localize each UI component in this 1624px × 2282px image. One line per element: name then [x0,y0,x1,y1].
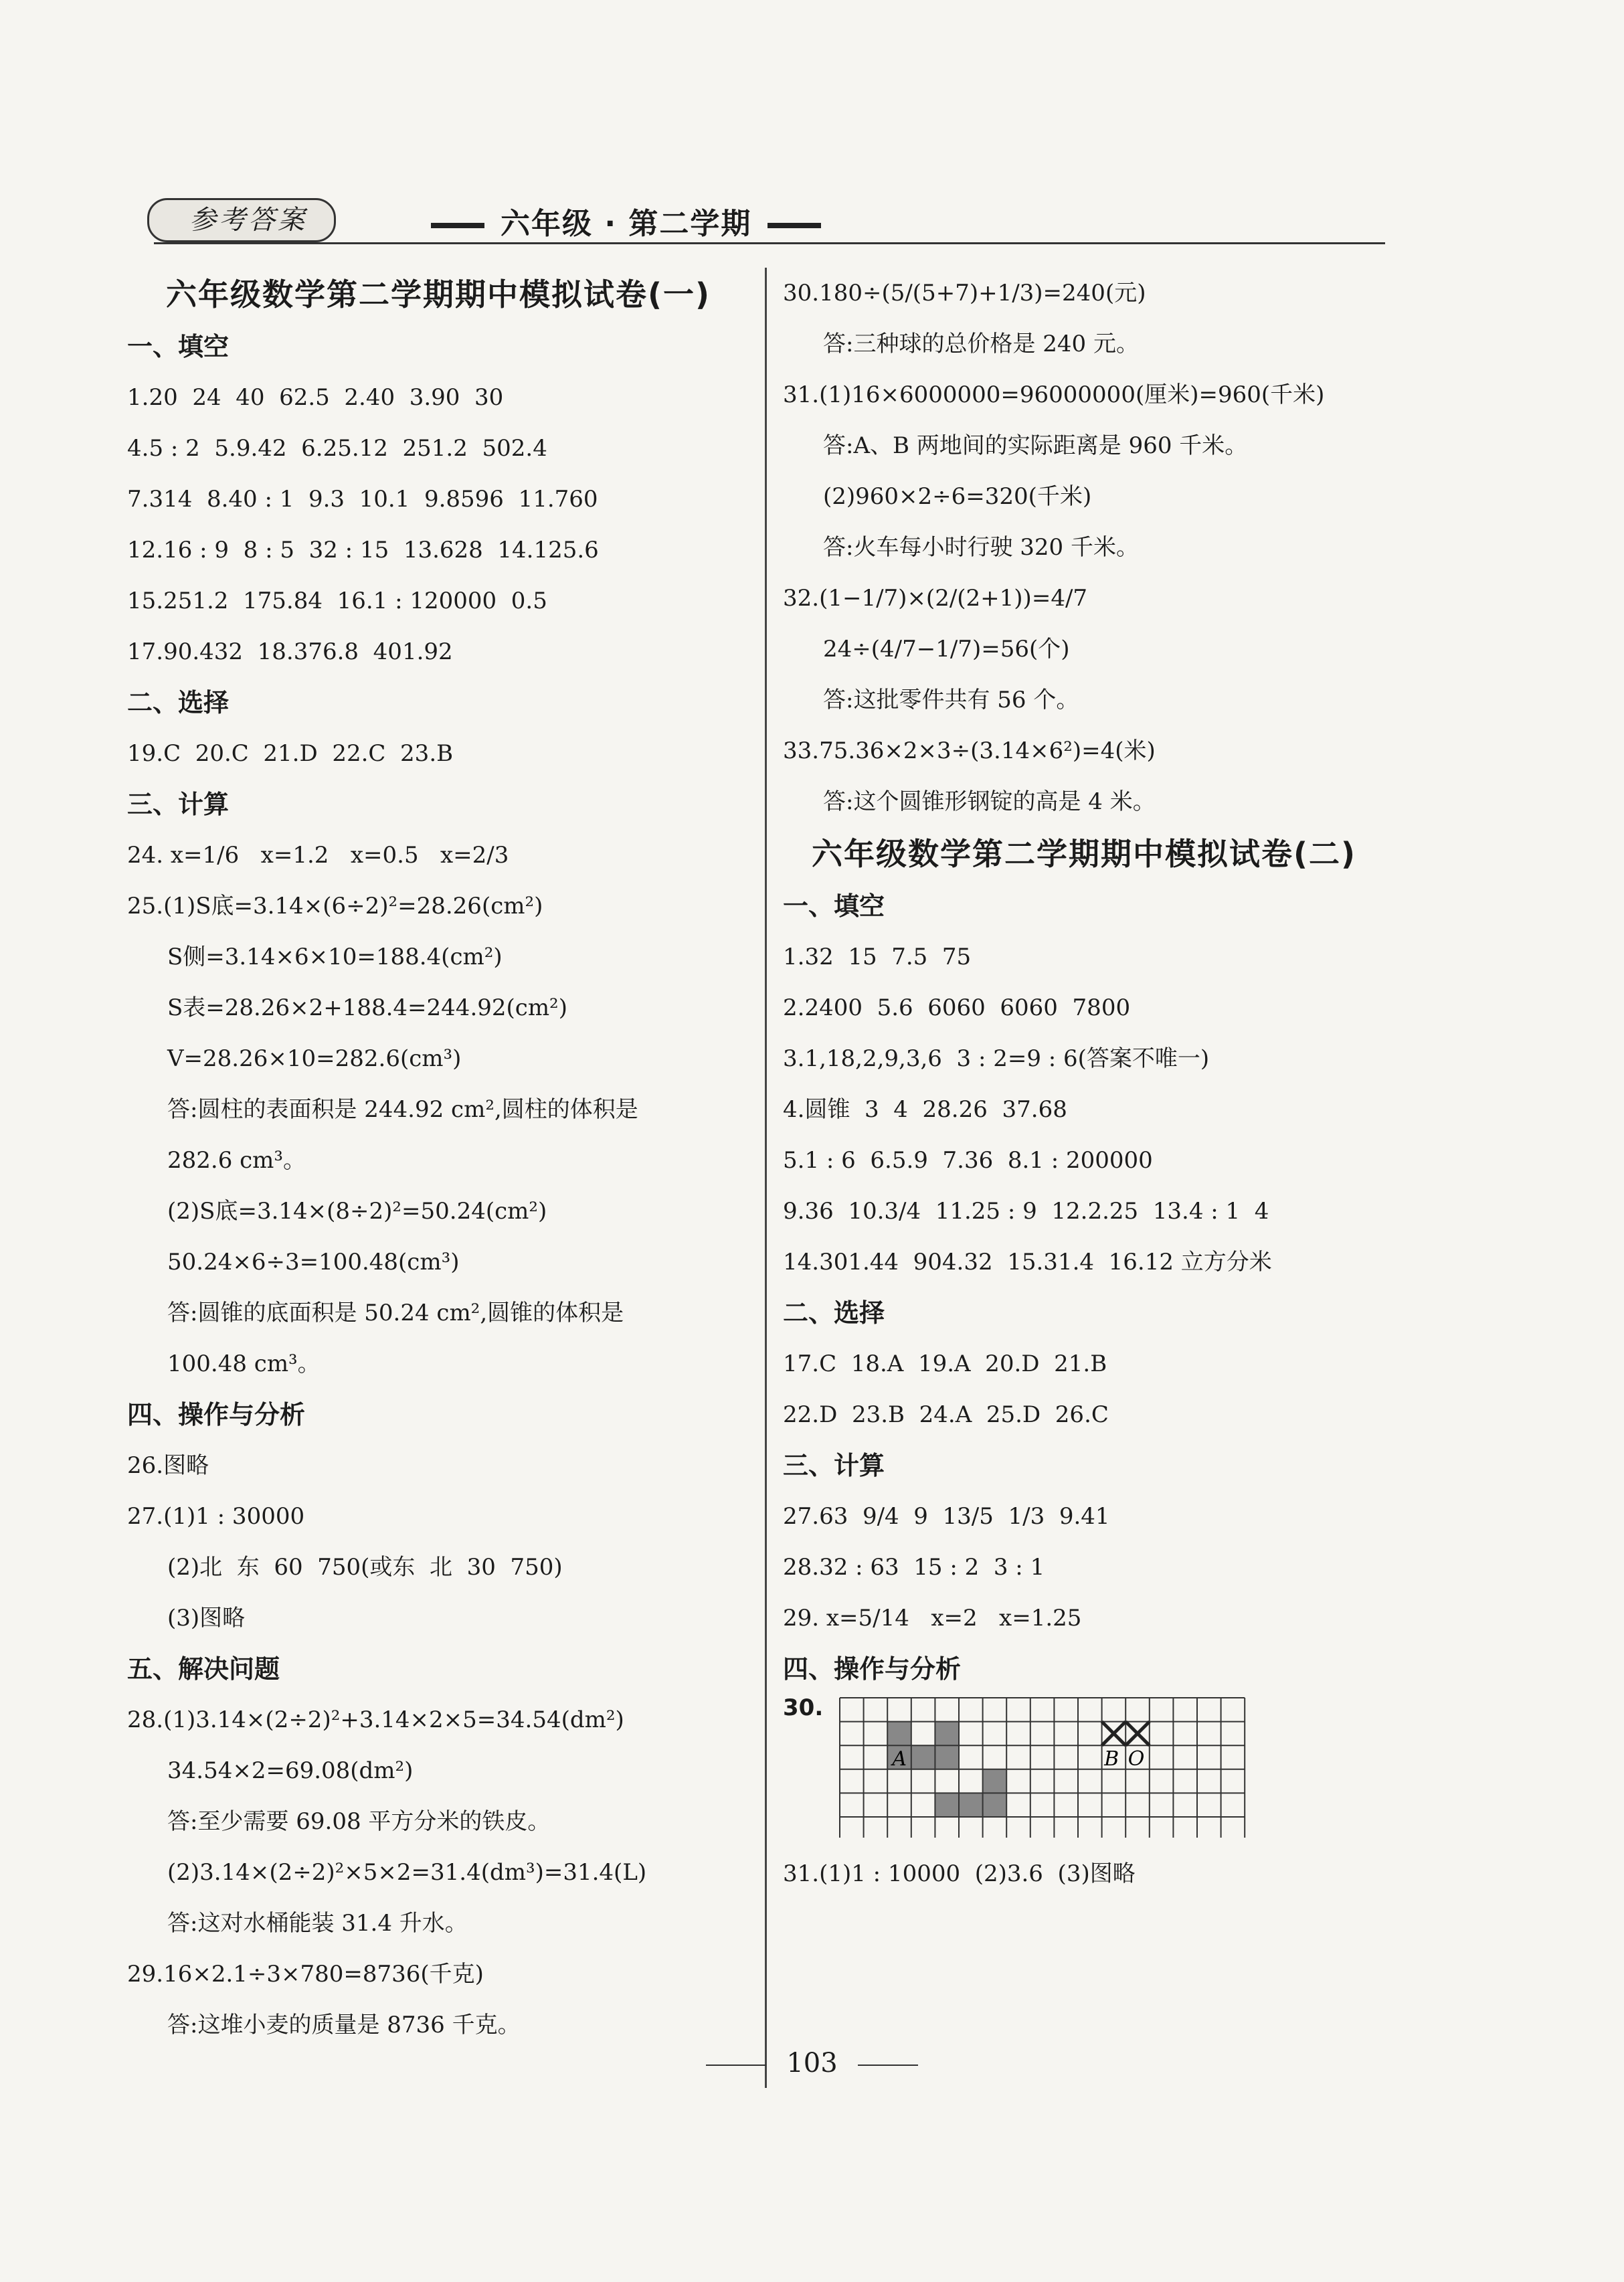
grid-label-o: O [1127,1747,1145,1771]
answer-line: 25.(1)S底=3.14×(6÷2)²=28.26(cm²) [127,893,543,919]
grid-label-a: A [892,1747,907,1771]
answer-line: 答:这个圆锥形钢锭的高是 4 米。 [823,788,1156,815]
answer-line: 24÷(4/7−1/7)=56(个) [823,636,1070,663]
answer-line: 1.20 24 40 62.5 2.40 3.90 30 [127,384,504,411]
answer-line: 4.5 : 2 5.9.42 6.25.12 251.2 502.4 [127,435,547,462]
answer-line: 27.(1)1 : 30000 [127,1503,305,1530]
grid-figure [783,1694,1385,1848]
section-heading: 一、填空 [783,891,885,921]
shaded-cell [983,1769,1007,1793]
answer-line: 34.54×2=69.08(dm²) [167,1757,414,1784]
exam-title: 六年级数学第二学期期中模拟试卷(二) [811,836,1357,872]
answer-line: 22.D 23.B 24.A 25.D 26.C [783,1401,1109,1428]
section-heading: 二、选择 [783,1298,885,1328]
answer-line: 24. x=1/6 x=1.2 x=0.5 x=2/3 [127,842,509,869]
answer-line: 28.(1)3.14×(2÷2)²+3.14×2×5=34.54(dm²) [127,1706,624,1733]
answer-line: 2.2400 5.6 6060 6060 7800 [783,994,1131,1021]
answer-line: 9.36 10.3/4 11.25 : 9 12.2.25 13.4 : 1 4 [783,1198,1269,1225]
answer-line: S表=28.26×2+188.4=244.92(cm²) [167,994,567,1021]
answer-line: 26.图略 [127,1452,209,1479]
shaded-cell [935,1745,959,1769]
shaded-cell [935,1793,959,1817]
answer-line: (3)图略 [167,1605,246,1632]
answer-line: 15.251.2 175.84 16.1 : 120000 0.5 [127,588,547,614]
shaded-cell [959,1793,983,1817]
answer-line: (2)3.14×(2÷2)²×5×2=31.4(dm³)=31.4(L) [167,1859,647,1886]
section-heading: 五、解决问题 [127,1654,280,1684]
answer-line: 17.90.432 18.376.8 401.92 [127,638,453,665]
section-heading: 四、操作与分析 [783,1654,962,1684]
exam-title: 六年级数学第二学期期中模拟试卷(一) [165,276,711,313]
answer-line: 答:这堆小麦的质量是 8736 千克。 [167,2012,521,2038]
answer-line: 答:这批零件共有 56 个。 [823,687,1079,713]
shaded-cell [887,1722,911,1746]
section-heading: 一、填空 [127,332,230,361]
answer-line: 31.(1)16×6000000=96000000(厘米)=960(千米) [783,381,1325,408]
left-column [127,268,749,2050]
answer-line: 27.63 9/4 9 13/5 1/3 9.41 [783,1503,1110,1530]
answer-badge: 参考答案 [147,198,336,242]
answer-line: 31.(1)1 : 10000 (2)3.6 (3)图略 [783,1860,1136,1887]
answer-line: 28.32 : 63 15 : 2 3 : 1 [783,1554,1045,1581]
answer-line: (2)960×2÷6=320(千米) [823,483,1092,510]
grid-svg [836,1694,1251,1838]
answer-line: 29.16×2.1÷3×780=8736(千克) [127,1961,484,1988]
grade-label [415,199,837,242]
answer-line: 14.301.44 904.32 15.31.4 16.12 立方分米 [783,1249,1272,1276]
shaded-cell [983,1793,1007,1817]
answer-line: 答:圆锥的底面积是 50.24 cm²,圆锥的体积是 [167,1300,624,1326]
answer-line: 答:三种球的总价格是 240 元。 [823,331,1139,357]
answer-line: V=28.26×10=282.6(cm³) [167,1045,462,1072]
answer-line: 答:火车每小时行驶 320 千米。 [823,534,1139,561]
grid-label-b: B [1104,1747,1119,1771]
answer-line: S侧=3.14×6×10=188.4(cm²) [167,944,503,970]
answer-line: 1.32 15 7.5 75 [783,944,972,970]
page-footer [0,2048,1624,2079]
answer-line: 7.314 8.40 : 1 9.3 10.1 9.8596 11.760 [127,486,598,513]
answer-line: 答:A、B 两地间的实际距离是 960 千米。 [823,432,1248,459]
page-number: 103 [786,2048,838,2079]
answer-line: 32.(1−1/7)×(2/(2+1))=4/7 [783,585,1088,612]
section-heading: 四、操作与分析 [127,1400,306,1429]
answer-line: 4.圆锥 3 4 28.26 37.68 [783,1096,1067,1123]
section-heading: 二、选择 [127,688,230,717]
answer-line: 19.C 20.C 21.D 22.C 23.B [127,740,454,767]
answer-line: 33.75.36×2×3÷(3.14×6²)=4(米) [783,737,1156,764]
answer-line: 282.6 cm³。 [167,1147,306,1174]
answer-line: 答:圆柱的表面积是 244.92 cm²,圆柱的体积是 [167,1096,638,1123]
grid-figure-number: 30. [783,1694,824,1721]
header-rule [154,242,1385,244]
shaded-cell [911,1745,935,1769]
grade-text: 六年级 · 第二学期 [501,207,752,241]
shaded-cell [935,1722,959,1746]
answer-line: 答:这对水桶能装 31.4 升水。 [167,1910,468,1937]
answer-line: 29. x=5/14 x=2 x=1.25 [783,1605,1082,1632]
right-column [783,268,1385,1899]
answer-line: (2)S底=3.14×(8÷2)²=50.24(cm²) [167,1198,547,1225]
column-divider [765,268,767,2088]
section-heading: 三、计算 [783,1451,885,1480]
section-heading: 三、计算 [127,790,230,819]
answer-line: (2)北 东 60 750(或东 北 30 750) [167,1554,563,1581]
answer-line: 50.24×6÷3=100.48(cm³) [167,1249,460,1276]
answer-line: 100.48 cm³。 [167,1350,321,1377]
answer-line: 3.1,18,2,9,3,6 3 : 2=9 : 6(答案不唯一) [783,1045,1210,1072]
answer-line: 12.16 : 9 8 : 5 32 : 15 13.628 14.125.6 [127,537,599,563]
page-header [127,194,1385,248]
answer-line: 5.1 : 6 6.5.9 7.36 8.1 : 200000 [783,1147,1153,1174]
answer-line: 30.180÷(5/(5+7)+1/3)=240(元) [783,280,1146,306]
answer-line: 答:至少需要 69.08 平方分米的铁皮。 [167,1808,551,1835]
answer-line: 17.C 18.A 19.A 20.D 21.B [783,1350,1107,1377]
